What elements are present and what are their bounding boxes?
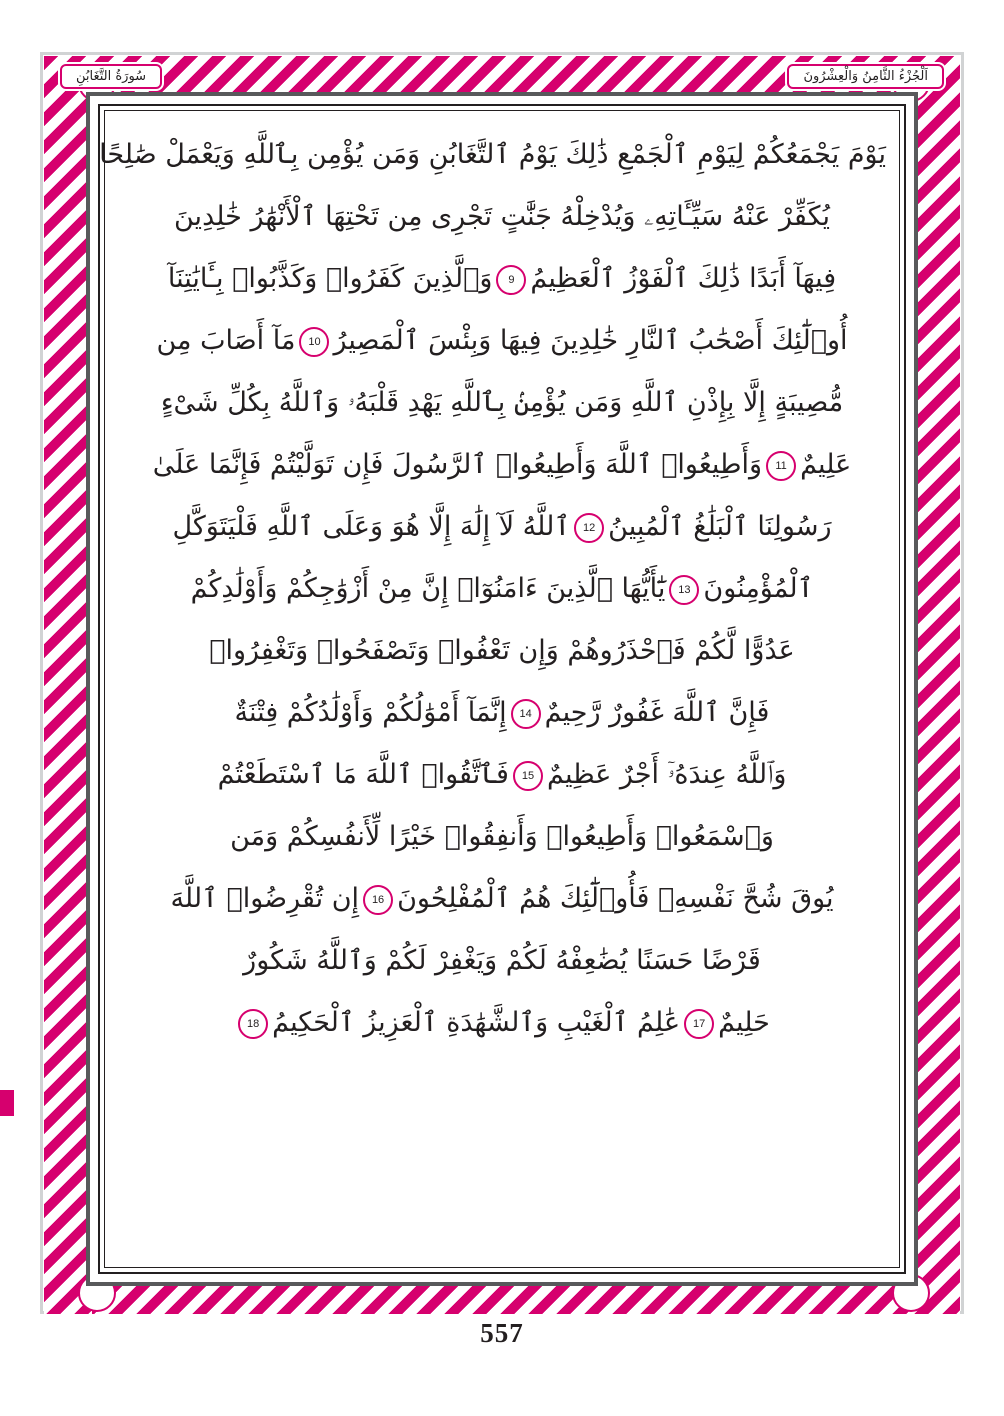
ayah-line: [118, 930, 886, 992]
ayah-number-marker: 11: [766, 451, 796, 481]
ayah-text: يُكَفِّرْ عَنْهُ سَيِّـَٔاتِهِۦ وَيُدْخِلْهُ جَنَّٰتٍ تَجْرِى مِن تَحْتِهَا ٱلْأَنْهَٰرُ خَٰلِدِينَ: [174, 201, 830, 232]
page-number-value: 557: [462, 1316, 542, 1351]
ayah-line: [118, 620, 886, 682]
ayah-text-continued: إِنَّمَآ أَمْوَٰلُكُمْ وَأَوْلَٰدُكُمْ فِتْنَةٌ: [234, 697, 507, 728]
quran-text-body: [99, 120, 892, 1260]
page-number: [0, 1316, 1004, 1351]
ayah-text-continued: إِن تُقْرِضُوا۟ ٱللَّهَ: [170, 883, 360, 914]
sura-title-cartouche: سُورَةُ التَّغَابُنِ: [60, 64, 162, 89]
ayah-line: [118, 992, 886, 1054]
juz-title-cartouche: اَلْجُزْءُ الثَّامِنُ وَالْعِشْرُونَ: [787, 64, 944, 89]
decorative-band-right: [912, 56, 960, 1314]
ayah-text: مُّصِيبَةٍ إِلَّا بِإِذْنِ ٱللَّهِ وَمَن يُؤْمِنۢ بِٱللَّهِ يَهْدِ قَلْبَهُۥ وَٱللَّهُ بِكُلِّ شَىْءٍ: [160, 387, 844, 418]
ayah-text: ٱلْمُؤْمِنُونَ: [703, 573, 814, 604]
ayah-text-continued: فَٱتَّقُوا۟ ٱللَّهَ مَا ٱسْتَطَعْتُمْ: [217, 759, 509, 790]
ayah-line: [118, 806, 886, 868]
ayah-text: فِيهَآ أَبَدًا ذَٰلِكَ ٱلْفَوْزُ ٱلْعَظِيمُ: [530, 263, 837, 294]
page-edge-marker: [0, 1090, 14, 1116]
ayah-text-continued: يَٰٓأَيُّهَا ٱلَّذِينَ ءَامَنُوٓا۟ إِنَّ مِنْ أَزْوَٰجِكُمْ وَأَوْلَٰدِكُمْ: [190, 573, 666, 604]
ayah-text: عَلِيمٌ: [800, 449, 852, 480]
ayah-line: [99, 124, 886, 186]
ayah-number-marker: 9: [496, 265, 526, 295]
ayah-text-continued: وَٱلَّذِينَ كَفَرُوا۟ وَكَذَّبُوا۟ بِـَٔايَٰتِنَآ: [167, 263, 493, 294]
ayah-text: وَٱسْمَعُوا۟ وَأَطِيعُوا۟ وَأَنفِقُوا۟ خَيْرًا لِّأَنفُسِكُمْ وَمَن: [230, 821, 774, 852]
ayah-number-marker: 14: [511, 699, 541, 729]
ayah-line: [118, 496, 886, 558]
ayah-line: [118, 682, 886, 744]
ayah-text: يُوقَ شُحَّ نَفْسِهِۦ فَأُو۟لَٰٓئِكَ هُمُ ٱلْمُفْلِحُونَ: [397, 883, 834, 914]
ayah-text: يَوْمَ يَجْمَعُكُمْ لِيَوْمِ ٱلْجَمْعِ ذَٰلِكَ يَوْمُ ٱلتَّغَابُنِ وَمَن يُؤْمِن بِٱللَّهِ وَيَعْمَلْ صَٰلِحًا: [99, 139, 886, 170]
ayah-text: حَلِيمٌ: [718, 1007, 770, 1038]
ayah-line: [118, 186, 886, 248]
ayah-line: [118, 744, 886, 806]
ayah-text-continued: ٱللَّهُ لَآ إِلَٰهَ إِلَّا هُوَ وَعَلَى ٱللَّهِ فَلْيَتَوَكَّلِ: [172, 511, 571, 542]
ayah-text: عَدُوًّا لَّكُمْ فَٱحْذَرُوهُمْ وَإِن تَعْفُوا۟ وَتَصْفَحُوا۟ وَتَغْفِرُوا۟: [209, 635, 795, 666]
ayah-text: وَٱللَّهُ عِندَهُۥٓ أَجْرٌ عَظِيمٌ: [546, 759, 787, 790]
ayah-text-continued: وَأَطِيعُوا۟ ٱللَّهَ وَأَطِيعُوا۟ ٱلرَّسُولَ فَإِن تَوَلَّيْتُمْ فَإِنَّمَا عَلَىٰ: [152, 449, 763, 480]
ayah-number-marker: 16: [363, 885, 393, 915]
ayah-number-marker: 15: [513, 761, 543, 791]
decorative-band-left: [44, 56, 92, 1314]
ayah-text-continued: عَٰلِمُ ٱلْغَيْبِ وَٱلشَّهَٰدَةِ ٱلْعَزِيزُ ٱلْحَكِيمُ: [272, 1007, 681, 1038]
ayah-text: رَسُولِنَا ٱلْبَلَٰغُ ٱلْمُبِينُ: [608, 511, 832, 542]
ayah-text: فَإِنَّ ٱللَّهَ غَفُورٌ رَّحِيمٌ: [544, 697, 770, 728]
ayah-line: [118, 248, 886, 310]
ayah-line: [118, 372, 886, 434]
ayah-number-marker: 13: [669, 575, 699, 605]
ayah-number-marker: 12: [574, 513, 604, 543]
ayah-text: قَرْضًا حَسَنًا يُضَٰعِفْهُ لَكُمْ وَيَغْفِرْ لَكُمْ وَٱللَّهُ شَكُورٌ: [243, 945, 761, 976]
ayah-text: أُو۟لَٰٓئِكَ أَصْحَٰبُ ٱلنَّارِ خَٰلِدِينَ فِيهَا وَبِئْسَ ٱلْمَصِيرُ: [333, 325, 848, 356]
ayah-number-marker: 18: [238, 1009, 268, 1039]
ayah-line: [118, 558, 886, 620]
ayah-line: [118, 310, 886, 372]
ayah-line: [118, 434, 886, 496]
ayah-number-marker: 17: [684, 1009, 714, 1039]
ayah-line: [118, 868, 886, 930]
ayah-number-marker: 10: [299, 327, 329, 357]
ayah-text-continued: مَآ أَصَابَ مِن: [156, 325, 296, 356]
